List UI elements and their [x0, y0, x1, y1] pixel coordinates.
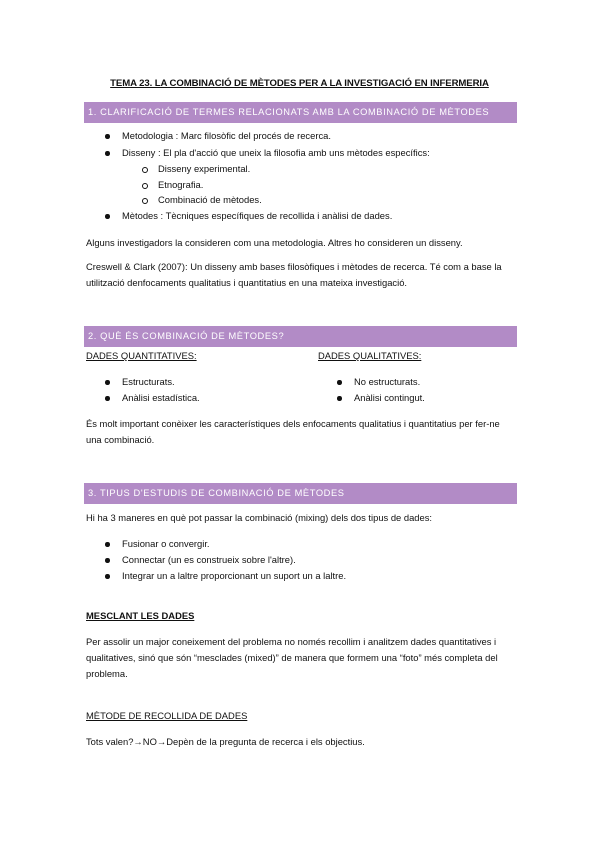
bullet-item: Estructurats. — [122, 376, 175, 387]
section-1-heading: 1. CLARIFICACIÓ DE TERMES RELACIONATS AMB LA COMBINACIÓ DE MÈTODES — [84, 102, 517, 123]
bullet-item: Fusionar o convergir. — [122, 538, 210, 549]
bullet-item: Disseny : El pla d'acció que uneix la filosofia amb uns mètodes específics: — [122, 147, 430, 158]
paragraph: Hi ha 3 maneres en què pot passar la combinació (mixing) dels dos tipus de dades: — [86, 512, 433, 523]
section-3-heading: 3. TIPUS D'ESTUDIS DE COMBINACIÓ DE MÈTODES — [84, 483, 517, 504]
paragraph: Alguns investigadors la consideren com una metodologia. Altres ho consideren un disseny. — [86, 237, 463, 248]
bullet-item: No estructurats. — [354, 376, 421, 387]
subheading-mescalant: MESCLANT LES DADES — [86, 610, 195, 621]
paragraph: Tots valen?→NO→Depèn de la pregunta de recerca i els objectius. — [86, 736, 365, 747]
column-title-quantitative: DADES QUANTITATIVES: — [86, 350, 197, 361]
sub-bullet-item: Disseny experimental. — [158, 163, 251, 174]
column-title-qualitative: DADES QUALITATIVES: — [318, 350, 422, 361]
bullet-item: Anàlisi contingut. — [354, 392, 425, 403]
page-title: TEMA 23. LA COMBINACIÓ DE MÈTODES PER A LA INVESTIGACIÓ EN INFERMERIA — [110, 78, 489, 89]
paragraph: Creswell & Clark (2007): Un disseny amb bases filosòfiques i mètodes de recerca. Té com a base la utilització denfocaments qualitatius i quantitatius en una mateixa investigació. — [86, 261, 502, 288]
bullet-item: Anàlisi estadística. — [122, 392, 200, 403]
section-2-heading: 2. QUÈ ÉS COMBINACIÓ DE MÈTODES? — [84, 326, 517, 347]
sub-bullet-item: Etnografia. — [158, 179, 204, 190]
bullet-item: Mètodes : Tècniques específiques de recollida i anàlisi de dades. — [122, 210, 393, 221]
bullet-item: Connectar (un es construeix sobre l'altre). — [122, 554, 296, 565]
bullet-item: Metodologia : Marc filosòfic del procés de recerca. — [122, 130, 331, 141]
paragraph: Per assolir un major coneixement del problema no només recollim i analitzem dades quantitatives i qualitatives, sinó que són “mesclades (mixed)” de manera que formem una “foto” més completa del problema. — [86, 636, 498, 679]
sub-bullet-item: Combinació de mètodes. — [158, 194, 262, 205]
bullet-item: Integrar un a laltre proporcionant un suport un a laltre. — [122, 570, 347, 581]
subheading-recollida: MÈTODE DE RECOLLIDA DE DADES — [86, 710, 248, 721]
paragraph: És molt important conèixer les característiques dels enfocaments qualitatius i quantitatius per fer-ne una combinació. — [86, 418, 500, 445]
